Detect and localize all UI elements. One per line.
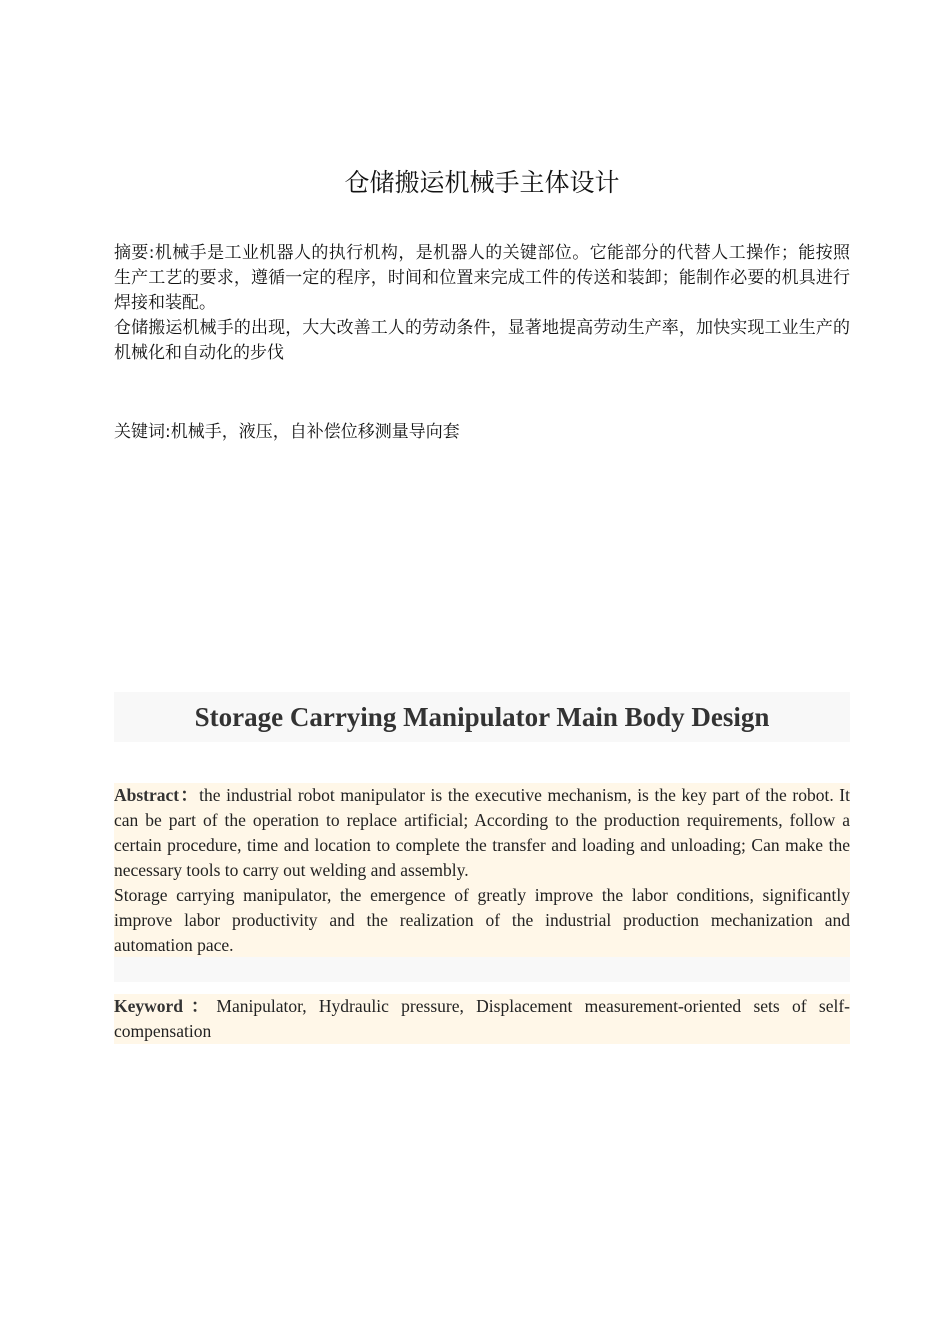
- english-keywords: [114, 994, 850, 1044]
- english-abstract-text-1: the industrial robot manipulator is the executive mechanism, is the key part of the robot. It can be part of the operation to replace artificial; According to the production requirements, follow a certain procedure, time and location to complete the transfer and loading and unloading; Can make the necessary tools to carry out welding and assembly.: [114, 785, 850, 880]
- chinese-abstract-paragraph-1: [114, 241, 850, 316]
- chinese-title: 仓储搬运机械手主体设计: [344, 168, 620, 197]
- english-abstract-label: Abstract：: [114, 785, 200, 805]
- chinese-keywords-text: 机械手，液压，自补偿位移测量导向套: [170, 422, 460, 442]
- english-title: Storage Carrying Manipulator Main Body Design: [194, 702, 770, 732]
- english-abstract: [114, 783, 850, 958]
- english-keywords-text: Manipulator, Hydraulic pressure, Displacement measurement-oriented sets of self-compensation: [114, 996, 850, 1041]
- chinese-abstract: [114, 241, 850, 366]
- english-keywords-label: Keyword：: [114, 996, 217, 1016]
- english-abstract-paragraph-2: Storage carrying manipulator, the emergence of greatly improve the labor conditions, significantly improve labor productivity and the realization of the industrial production mechanization and automation pace.: [114, 885, 850, 955]
- chinese-keywords-label: 关键词:: [114, 422, 171, 442]
- chinese-abstract-label: 摘要:: [114, 243, 155, 263]
- english-title-block: [114, 692, 850, 742]
- english-section-gap: [114, 957, 850, 982]
- english-abstract-paragraph-1: [114, 783, 850, 883]
- chinese-abstract-text-1: 机械手是工业机器人的执行机构，是机器人的关键部位。它能部分的代替人工操作；能按照生产工艺的要求，遵循一定的程序，时间和位置来完成工件的传送和装卸；能制作必要的机具进行焊接和装配。: [114, 243, 851, 313]
- chinese-abstract-paragraph-2: 仓储搬运机械手的出现，大大改善工人的劳动条件，显著地提高劳动生产率，加快实现工业生产的机械化和自动化的步伐: [114, 318, 850, 363]
- chinese-keywords: [114, 420, 850, 445]
